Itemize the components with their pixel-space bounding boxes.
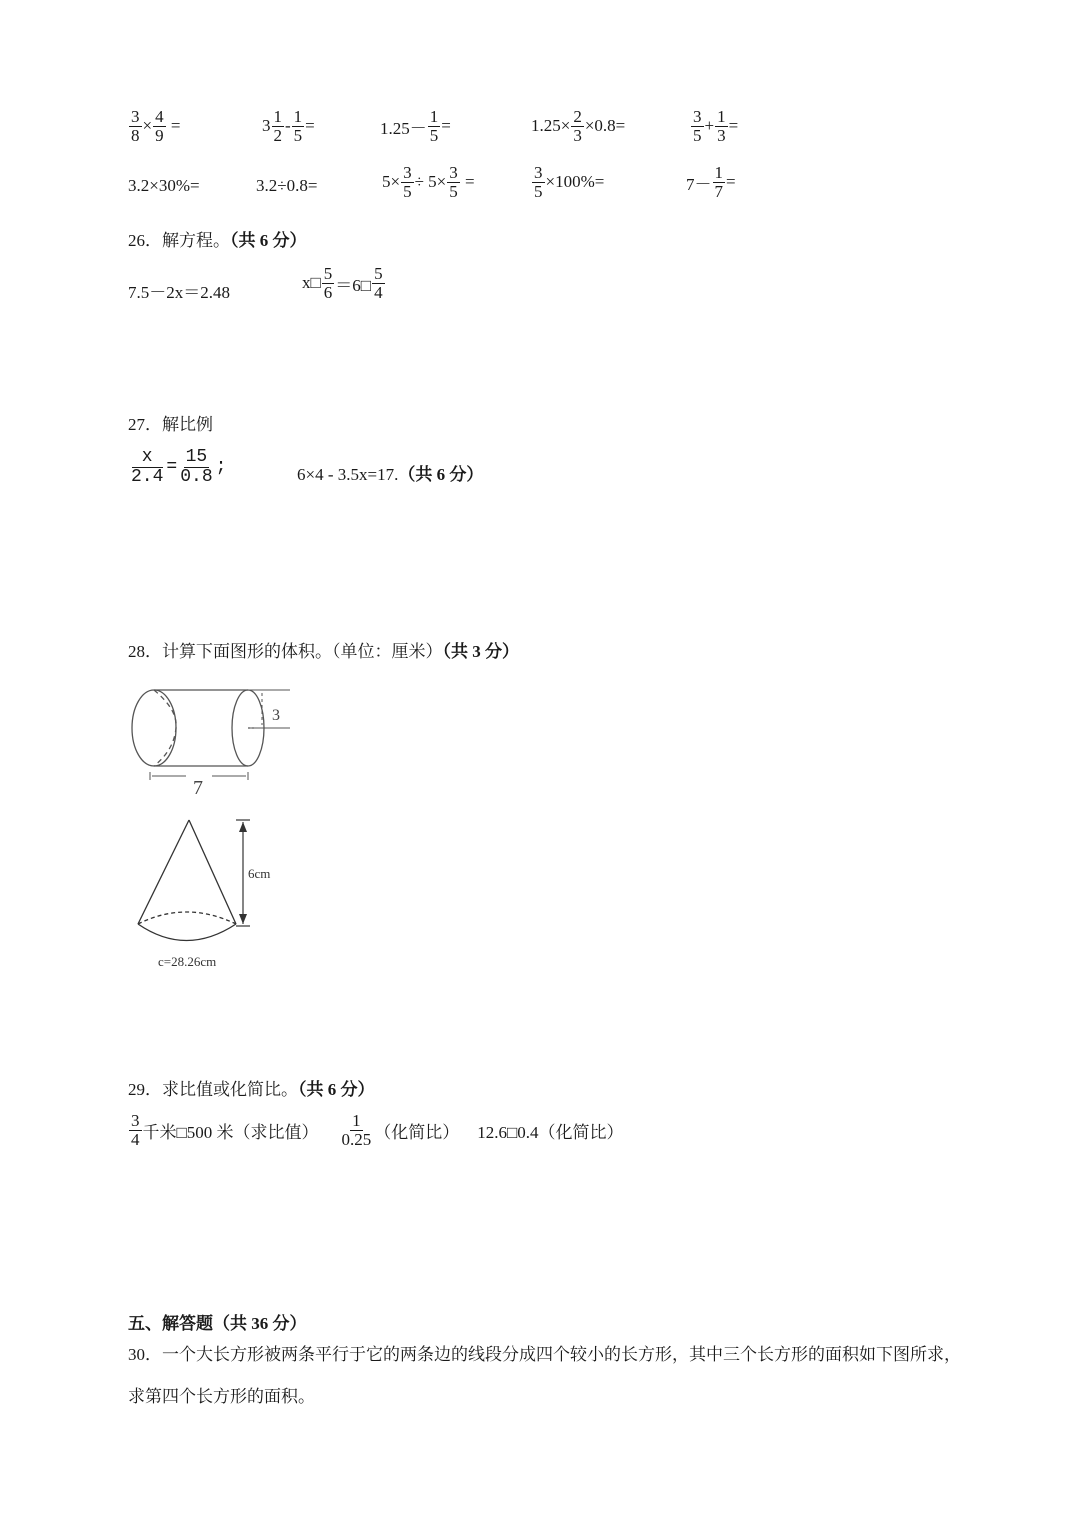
cylinder-hidden-edge bbox=[154, 690, 176, 766]
q29-title: 29．求比值或化简比。（共 6 分） bbox=[128, 1080, 375, 1099]
calc-expr-8: 5× $\frac{3}{5}$ ÷ 5× $\frac{3}{5}$ = bbox=[382, 163, 475, 201]
cone-left-edge bbox=[138, 820, 189, 924]
q27-eq2: 6×4 - 3.5x=17.（共 6 分） bbox=[297, 465, 484, 484]
calc-expr-2: 3 $\frac{1}{2}$ - $\frac{1}{5}$ = bbox=[262, 107, 315, 145]
calc-expr-1: $\frac{3}{8}$ × $\frac{4}{9}$ = bbox=[131, 107, 181, 145]
cone-figure bbox=[126, 812, 296, 977]
cone-circumference-label: c=28.26cm bbox=[158, 954, 217, 969]
calc-expr-7: 3.2÷0.8= bbox=[256, 176, 318, 195]
q27-proportion: $\frac{x}{2.4}$ = $\frac{15}{0.8}$ ; bbox=[131, 447, 227, 487]
calc-expr-6: 3.2×30%= bbox=[128, 176, 200, 195]
calc-expr-3: 1.25－ $\frac{1}{5}$ = bbox=[380, 107, 451, 145]
cone-right-edge bbox=[189, 820, 236, 924]
q29-items: $\frac{3}{4}$ 千米□500 米（求比值） $\frac{1}{0.25}$ （化简比） 12.6□0.4（化简比） bbox=[131, 1111, 624, 1149]
cone-base-front bbox=[138, 924, 236, 941]
q26-title: 26．解方程。（共 6 分） bbox=[128, 231, 307, 250]
calc-expr-4: 1.25× $\frac{2}{3}$ ×0.8= bbox=[531, 107, 626, 145]
calc-expr-10: 7－ $\frac{1}{7}$ = bbox=[686, 163, 736, 201]
cone-base-back bbox=[138, 912, 236, 924]
cylinder-figure bbox=[126, 680, 306, 800]
cylinder-left-end bbox=[132, 690, 176, 766]
cylinder-radius-label: 3 bbox=[272, 707, 280, 724]
calc-expr-9: $\frac{3}{5}$ ×100%= bbox=[534, 163, 605, 201]
cylinder-length-label: 7 bbox=[193, 777, 203, 799]
cone-height-label: 6cm bbox=[248, 866, 271, 881]
q26-eq1: 7.5－2x＝2.48 bbox=[128, 283, 230, 302]
q27-title: 27．解比例 bbox=[128, 415, 213, 434]
section5-title: 五、解答题（共 36 分） bbox=[128, 1314, 307, 1333]
q28-title: 28．计算下面图形的体积。（单位：厘米）（共 3 分） bbox=[128, 642, 519, 661]
q30-text: 30．一个大长方形被两条平行于它的两条边的线段分成四个较小的长方形，其中三个长方形的面积如下图所求，求第四个长方形的面积。 bbox=[128, 1345, 961, 1406]
calc-expr-5: $\frac{3}{5}$ + $\frac{1}{3}$ = bbox=[693, 107, 739, 145]
q26-eq2: x□ $\frac{5}{6}$ ＝6□ $\frac{5}{4}$ bbox=[302, 264, 383, 302]
